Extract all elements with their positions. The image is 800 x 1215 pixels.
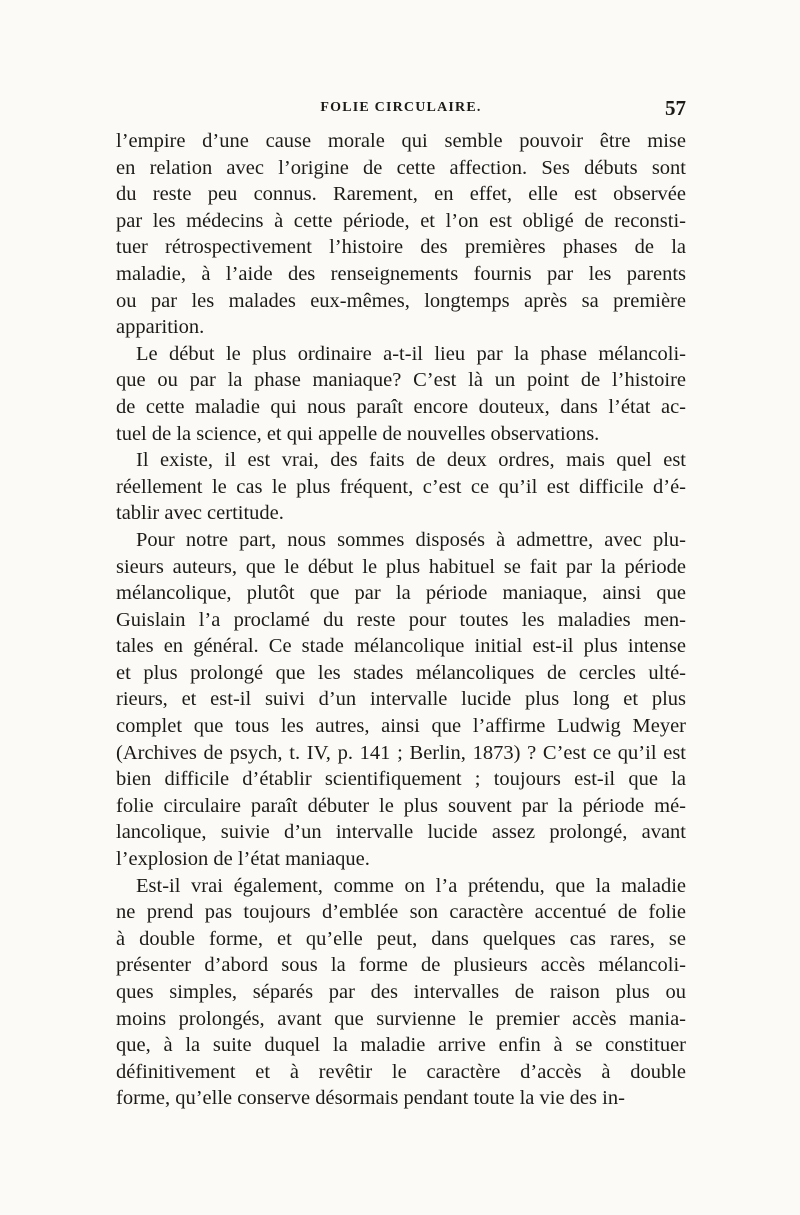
text-line: en relation avec l’origine de cette affection. Ses débuts sont	[116, 156, 686, 179]
text-line: ou par les malades eux-mêmes, longtemps après sa première	[116, 289, 686, 312]
text-line: définitivement et à revêtir le caractère d’accès à double	[116, 1060, 686, 1083]
text-line: maladie, à l’aide des renseignements fournis par les parents	[116, 262, 686, 285]
text-line: complet que tous les autres, ainsi que l’affirme Ludwig Meyer	[116, 715, 686, 738]
text-line: Guislain l’a proclamé du reste pour toutes les maladies men-	[116, 608, 686, 631]
text-line: tuel de la science, et qui appelle de nouvelles observations.	[116, 422, 600, 445]
text-line: tuer rétrospectivement l’histoire des premières phases de la	[116, 236, 686, 259]
text-line: ne prend pas toujours d’emblée son caractère accentué de folie	[116, 901, 686, 924]
text-line: réellement le cas le plus fréquent, c’est ce qu’il est difficile d’é-	[116, 475, 686, 498]
text-line: tablir avec certitude.	[116, 502, 284, 525]
text-line: Est-il vrai également, comme on l’a prétendu, que la maladie	[136, 874, 686, 897]
text-line: sieurs auteurs, que le début le plus habituel se fait par la période	[116, 555, 686, 578]
text-line: Il existe, il est vrai, des faits de deux ordres, mais quel est	[136, 449, 686, 472]
text-line: mélancolique, plutôt que par la période maniaque, ainsi que	[116, 582, 686, 605]
text-line: (Archives de psych, t. IV, p. 141 ; Berlin, 1873) ? C’est ce qu’il est	[116, 741, 686, 764]
text-line: Le début le plus ordinaire a-t-il lieu par la phase mélancoli-	[136, 342, 686, 365]
text-line: à double forme, et qu’elle peut, dans quelques cas rares, se	[116, 927, 686, 950]
page-header	[116, 96, 686, 120]
text-line: l’explosion de l’état maniaque.	[116, 848, 370, 871]
text-line: et plus prolongé que les stades mélancoliques de cercles ulté-	[116, 661, 686, 684]
text-line: du reste peu connus. Rarement, en effet, elle est observée	[116, 183, 686, 206]
text-line: forme, qu’elle conserve désormais pendant toute la vie des in-	[116, 1087, 625, 1110]
text-line: de cette maladie qui nous paraît encore douteux, dans l’état ac-	[116, 395, 686, 418]
running-title: FOLIE CIRCULAIRE.	[320, 100, 482, 115]
text-line: bien difficile d’établir scientifiquement ; toujours est-il que la	[116, 768, 686, 791]
text-line: Pour notre part, nous sommes disposés à admettre, avec plu-	[136, 528, 686, 551]
text-line: folie circulaire paraît débuter le plus souvent par la période mé-	[116, 794, 686, 817]
text-line: par les médecins à cette période, et l’on est obligé de reconsti-	[116, 209, 686, 232]
text-line: rieurs, et est-il suivi d’un intervalle lucide plus long et plus	[116, 688, 686, 711]
text-line: que, à la suite duquel la maladie arrive enfin à se constituer	[116, 1034, 686, 1057]
text-line: lancolique, suivie d’un intervalle lucide assez prolongé, avant	[116, 821, 686, 844]
text-line: l’empire d’une cause morale qui semble pouvoir être mise	[116, 130, 686, 152]
page-number: 57	[665, 96, 686, 120]
text-line: présenter d’abord sous la forme de plusieurs accès mélancoli-	[116, 954, 686, 977]
text-line: moins prolongés, avant que survienne le premier accès mania-	[116, 1007, 686, 1030]
text-line: tales en général. Ce stade mélancolique initial est-il plus intense	[116, 635, 686, 658]
text-line: ques simples, séparés par des intervalles de raison plus ou	[116, 981, 686, 1003]
body-text	[116, 128, 686, 1112]
text-line: que ou par la phase maniaque? C’est là un point de l’histoire	[116, 369, 686, 392]
text-line: apparition.	[116, 316, 205, 339]
